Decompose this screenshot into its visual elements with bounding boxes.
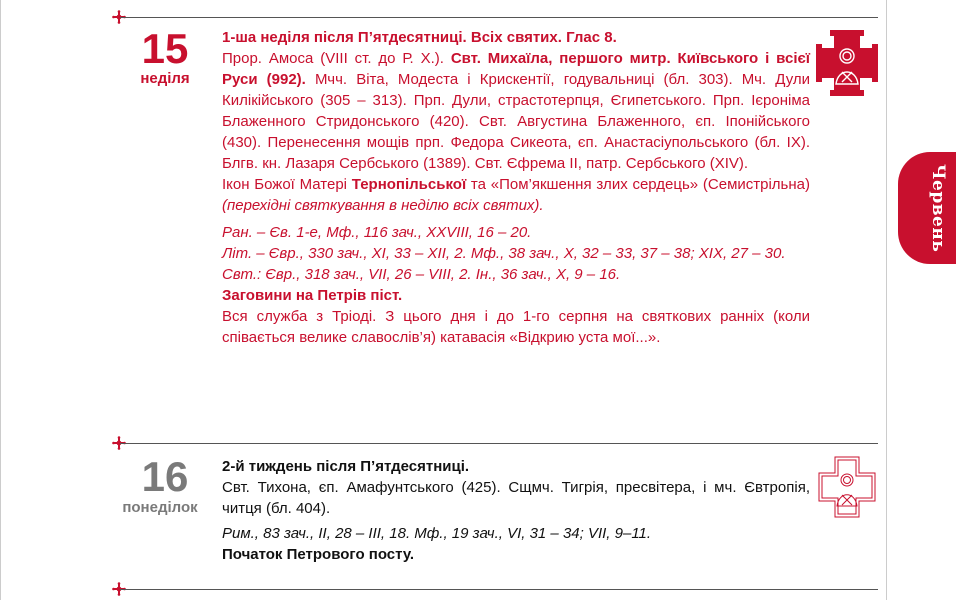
saints-text: Прор. Амоса (VIII ст. до Р. Х.). — [222, 50, 451, 67]
reading-line: Свт.: Євр., 318 зач., VII, 26 – VIII, 2. Ін., 36 зач., X, 9 – 16. — [222, 266, 621, 283]
icons-middle: та «Пом’якшення злих сердець» (Семистрільна) — [466, 176, 810, 193]
date-number: 15 — [141, 25, 189, 72]
reading-line: Ран. – Єв. 1-е, Мф., 116 зач., XXVIII, 16 – 20. — [222, 224, 532, 241]
divider-bottom — [120, 589, 878, 590]
month-tab[interactable] — [898, 152, 956, 264]
day-entry-16 — [222, 456, 810, 565]
icons-commemoration — [222, 174, 810, 216]
divider-top — [120, 17, 878, 18]
service-note: Вся служба з Тріоді. З цього дня і до 1-го серпня на святкових ранніх (коли співається велике славослів’я) катавасія «Відкрию уста мої...». — [222, 308, 810, 346]
saints-feast: Свт. Михаїла, першого митр. Київського і всієї Руси (992). — [222, 50, 811, 88]
weekday-label: неділя — [140, 70, 190, 87]
icons-note: (перехідні святкування в неділю всіх святих). — [222, 197, 544, 214]
icons-prefix: Ікон Божої Матері — [222, 176, 352, 193]
day-entry-15 — [222, 27, 810, 348]
fast-heading: Заговини на Петрів піст. — [222, 287, 403, 304]
saints-list: Свт. Тихона, єп. Амафунтського (425). Сщмч. Тигрія, пресвітера, і мч. Євтропія, читця (бл. 404). — [222, 479, 810, 517]
entry-title: 2-й тиждень після П’ятдесятниці. — [222, 458, 470, 475]
reading-line: Рим., 83 зач., II, 28 – III, 18. Мф., 19 зач., VI, 31 – 34; VII, 9–11. — [222, 525, 652, 542]
fast-start: Початок Петрового посту. — [222, 546, 415, 563]
month-tab-label: Червень — [928, 163, 948, 253]
saints-list — [222, 48, 810, 174]
page-edge-left — [0, 0, 1, 600]
saint-feast-icon — [816, 30, 878, 96]
date-number: 16 — [141, 453, 189, 500]
page-edge-right — [886, 0, 887, 600]
divider-middle — [120, 443, 878, 444]
weekday-label: понеділок — [122, 499, 198, 516]
entry-title: 1-ша неділя після П’ятдесятниці. Всіх святих. Глас 8. — [222, 29, 617, 46]
saint-outline-icon — [818, 456, 876, 518]
reading-line: Літ. – Євр., 330 зач., XI, 33 – XII, 2. Мф., 38 зач., X, 32 – 33, 37 – 38; XIX, 27 – 30. — [222, 245, 786, 262]
icon-name: Тернопільської — [351, 176, 467, 193]
saints-text-rest: Мчч. Віта, Модеста і Крискентії, годувальниці (бл. 303). Мч. Дули Килікійського (305 – 313). Прп. Дули, страстотерпця, Єгипетського. Прп. Ієроніма Блаженного Стридонського (420). Свт. Августина Блаженного, єп. Іпонійського (430). Перенесення мощів прп. Федора Сикеота, єп. Анастасіупольського (бл. IX). Блгв. кн. Лазаря Сербського (1389). Свт. Єфрема II, патр. Сербського (XIV). — [222, 71, 810, 172]
